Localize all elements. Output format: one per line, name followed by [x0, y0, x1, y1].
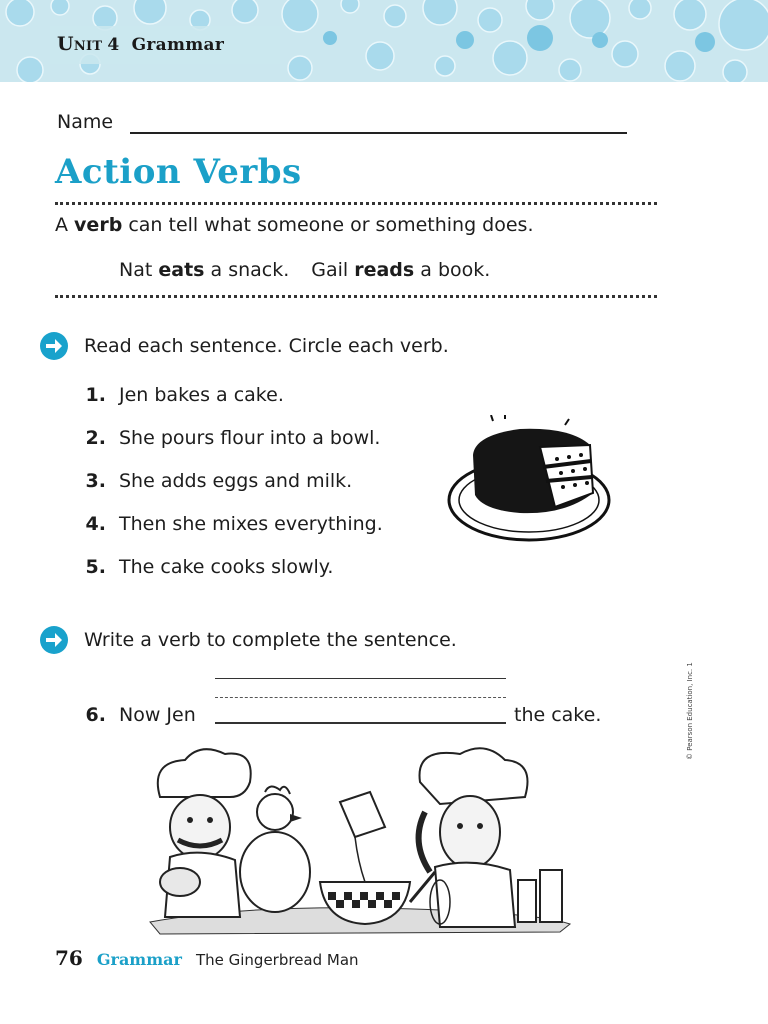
footer [55, 946, 359, 970]
item-text[interactable]: Jen bakes a cake. [119, 384, 284, 406]
writing-guide-top [215, 678, 506, 679]
instruction-1 [40, 332, 449, 360]
example-2-pre: Gail [311, 259, 355, 281]
item-number: 5. [85, 556, 106, 578]
header-banner [0, 0, 768, 82]
item-6-tail: the cake. [514, 704, 602, 726]
example-1-verb: eats [158, 259, 205, 281]
rule-sentence [55, 214, 534, 236]
rule-term: verb [74, 214, 123, 236]
writing-guide-mid [215, 697, 506, 698]
example-2-post: a book. [414, 259, 491, 281]
item-text: Now Jen [119, 704, 196, 726]
item-text[interactable]: She pours flour into a bowl. [119, 427, 381, 449]
list-item [72, 513, 383, 535]
arrow-right-circle-icon [40, 332, 68, 360]
item-number: 4. [85, 513, 106, 535]
divider [55, 295, 657, 298]
unit-word: Unit [57, 33, 103, 55]
arrow-right-circle-icon [40, 626, 68, 654]
example-sentences [119, 259, 490, 281]
chefs-illustration [140, 742, 580, 937]
example-1-pre: Nat [119, 259, 159, 281]
instruction-text: Write a verb to complete the sentence. [84, 629, 457, 651]
item-text[interactable]: Then she mixes everything. [119, 513, 383, 535]
unit-section: Grammar [131, 35, 225, 55]
rule-pre: A [55, 214, 75, 236]
copyright-notice: © Pearson Education, Inc. 1 [686, 662, 694, 760]
instruction-text: Read each sentence. Circle each verb. [84, 335, 449, 357]
list-item [72, 470, 352, 492]
instruction-2 [40, 626, 457, 654]
page-number: 76 [55, 946, 83, 970]
footer-section: Grammar [96, 950, 182, 969]
item-number: 6. [85, 704, 106, 726]
example-2-verb: reads [354, 259, 415, 281]
list-item [72, 384, 284, 406]
footer-story-title: The Gingerbread Man [195, 951, 359, 969]
name-field[interactable] [130, 132, 627, 134]
unit-heading [57, 33, 224, 55]
verb-answer-blank[interactable] [215, 722, 506, 724]
list-item [72, 556, 333, 578]
item-text[interactable]: She adds eggs and milk. [119, 470, 353, 492]
example-1-post: a snack. [204, 259, 290, 281]
rule-post: can tell what someone or something does. [122, 214, 534, 236]
item-number: 3. [85, 470, 106, 492]
list-item [72, 704, 196, 726]
unit-number: 4 [107, 35, 120, 55]
item-text[interactable]: The cake cooks slowly. [119, 556, 334, 578]
item-number: 1. [85, 384, 106, 406]
page-title: Action Verbs [55, 152, 302, 192]
name-label: Name [57, 111, 114, 133]
divider [55, 202, 657, 205]
item-number: 2. [85, 427, 106, 449]
list-item [72, 427, 380, 449]
cake-illustration [445, 415, 615, 550]
